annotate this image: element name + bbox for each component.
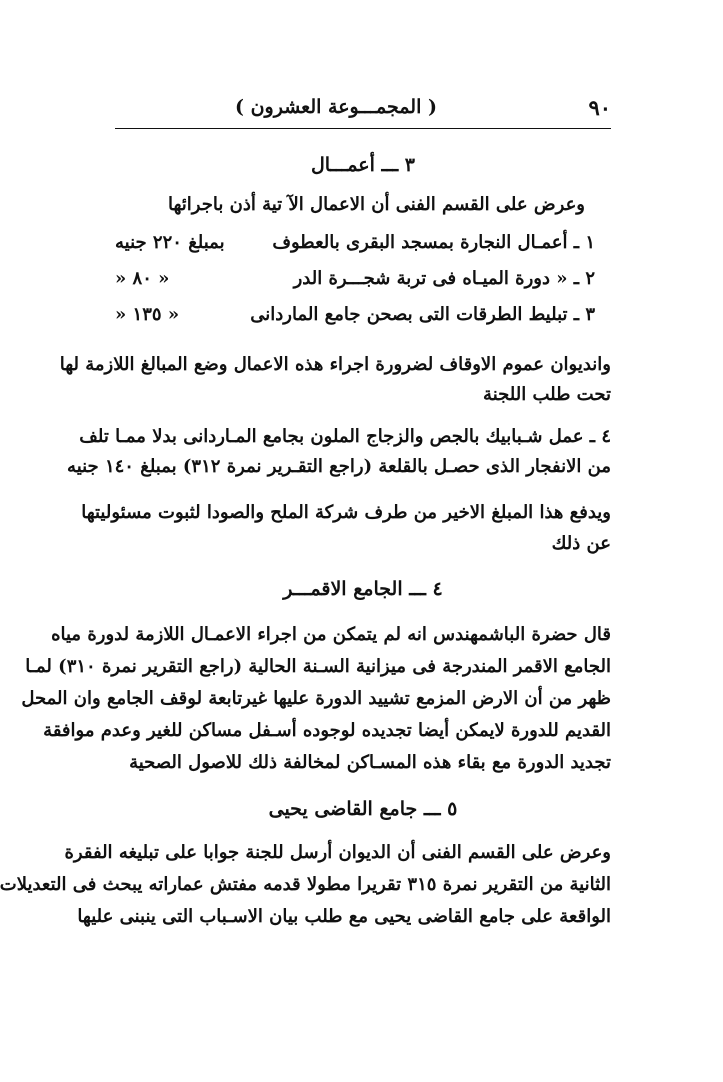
paragraph-line: وعرض على القسم الفنى أن الديوان أرسل للجنة جوابا على تبليغه الفقرة [64, 842, 611, 863]
item-amount: « ١٣٥ « [115, 304, 180, 325]
list-item [115, 230, 611, 256]
page-header [115, 92, 611, 122]
paragraph-line: الجامع الاقمر المندرجة فى ميزانية السـنة الحالية (راجع التقرير نمرة ٣١٠) لمـا [25, 656, 611, 677]
item-amount: بمبلغ ٢٢٠ جنيه [115, 232, 225, 253]
section-heading-qadi-yahya-mosque: ٥ ـــ جامع القاضى يحيى [268, 798, 458, 820]
list-item [115, 266, 611, 292]
paragraph-line: ٤ ـ عمل شـبابيك بالجص والزجاج الملون بجامع المـاردانى بدلا ممـا تلف [79, 426, 611, 447]
paragraph-line: القديم للدورة لايمكن أيضا تجديده لوجوده أسـفل مساكن للغير وعدم موافقة [43, 720, 611, 741]
paragraph-line: من الانفجار الذى حصـل بالقلعة (راجع التقـرير نمرة ٣١٢) بمبلغ ١٤٠ جنيه [67, 456, 611, 477]
paragraph-line: وانديوان عموم الاوقاف لضرورة اجراء هذه الاعمال وضع المبالغ اللازمة لها [59, 354, 611, 375]
section-heading-works: ٣ ـــ أعمـــال [310, 154, 416, 176]
running-title: ( المجمـــوعة العشرون ) [235, 96, 437, 118]
item-label: ١ ـ أعمـال النجارة بمسجد البقرى بالعطوف [272, 232, 595, 253]
paragraph-line: وعرض على القسم الفنى أن الاعمال الآ تية أذن باجرائها [167, 194, 585, 215]
item-label: ٣ ـ تبليط الطرقات التى بصحن جامع الماردانى [250, 304, 595, 325]
paragraph-line: عن ذلك [551, 533, 611, 554]
section-heading-aqmar-mosque: ٤ ـــ الجامع الاقمـــر [283, 578, 443, 600]
paragraph-line: الثانية من التقرير نمرة ٣١٥ تقريرا مطولا قدمه مفتش عماراته يبحث فى التعديلات [0, 874, 611, 895]
item-label: ٢ ـ « دورة الميـاه فى تربة شجـــرة الدر [293, 268, 595, 289]
paragraph-line: تحت طلب اللجنة [483, 384, 611, 405]
paragraph-line: ويدفع هذا المبلغ الاخير من طرف شركة الملح والصودا لثبوت مسئوليتها [81, 502, 611, 523]
list-item [115, 302, 611, 328]
item-amount: « ٨٠ « [115, 268, 170, 289]
page-number: ٩٠ [588, 94, 611, 120]
paragraph-line: تجديد الدورة مع بقاء هذه المسـاكن لمخالفة ذلك للاصول الصحية [129, 752, 611, 773]
header-rule [115, 128, 611, 129]
paragraph-line: ظهر من أن الارض المزمع تشييد الدورة عليها غيرتابعة لوقف الجامع وان المحل [21, 688, 611, 709]
paragraph-line: الواقعة على جامع القاضى يحيى مع طلب بيان الاسـباب التى ينبنى عليها [77, 906, 611, 927]
paragraph-line: قال حضرة الباشمهندس انه لم يتمكن من اجراء الاعمـال اللازمة لدورة مياه [51, 624, 611, 645]
